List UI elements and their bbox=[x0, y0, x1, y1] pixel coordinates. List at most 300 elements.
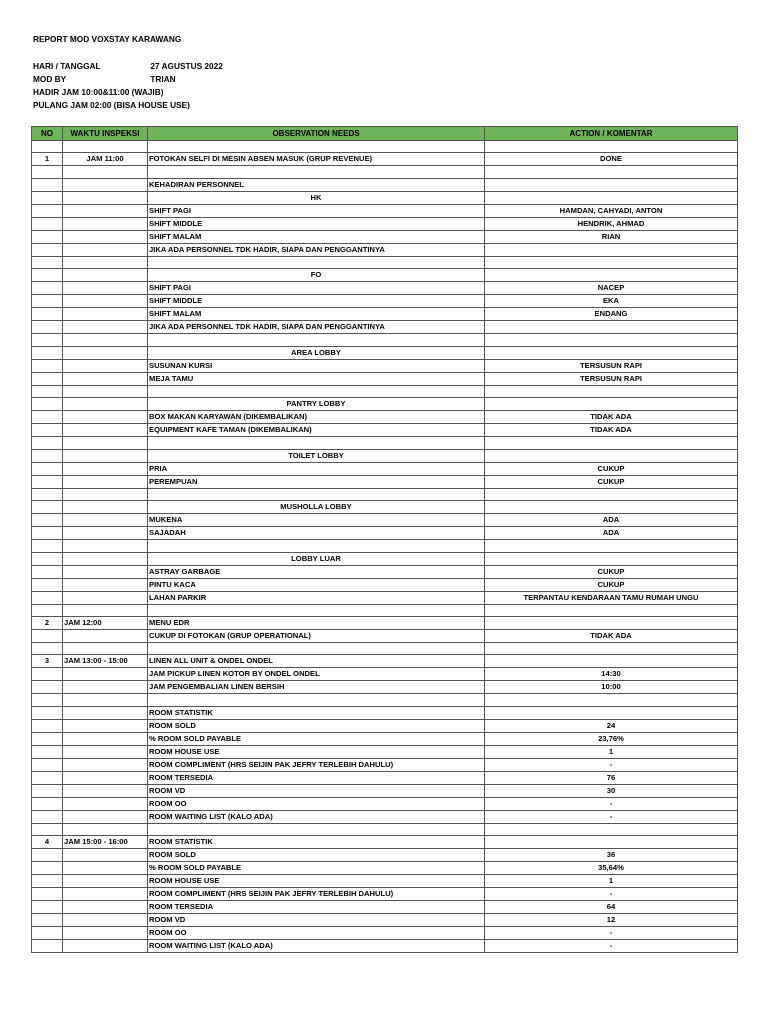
cell-waktu bbox=[63, 681, 148, 694]
cell-no bbox=[32, 565, 63, 578]
cell-no bbox=[32, 385, 63, 397]
cell-no: 3 bbox=[32, 655, 63, 668]
cell-observation: ROOM STATISTIK bbox=[148, 836, 485, 849]
cell-waktu bbox=[63, 398, 148, 411]
cell-observation: ROOM WAITING LIST (KALO ADA) bbox=[148, 940, 485, 953]
cell-action bbox=[485, 141, 738, 153]
cell-waktu: JAM 15:00 - 16:00 bbox=[63, 836, 148, 849]
cell-no bbox=[32, 862, 63, 875]
table-row bbox=[32, 797, 738, 810]
cell-waktu bbox=[63, 527, 148, 540]
table-row bbox=[32, 449, 738, 462]
cell-observation: SHIFT MIDDLE bbox=[148, 217, 485, 230]
cell-action: CUKUP bbox=[485, 578, 738, 591]
cell-waktu bbox=[63, 771, 148, 784]
table-row bbox=[32, 823, 738, 835]
header-waktu-inspeksi: WAKTU INSPEKSI bbox=[63, 127, 148, 141]
cell-observation: MENU EDR bbox=[148, 616, 485, 629]
cell-waktu bbox=[63, 191, 148, 204]
cell-waktu bbox=[63, 719, 148, 732]
cell-waktu bbox=[63, 424, 148, 437]
table-row bbox=[32, 230, 738, 243]
cell-action: 12 bbox=[485, 914, 738, 927]
cell-observation: LOBBY LUAR bbox=[148, 552, 485, 565]
cell-observation: PINTU KACA bbox=[148, 578, 485, 591]
cell-no bbox=[32, 475, 63, 488]
table-row bbox=[32, 940, 738, 953]
cell-no bbox=[32, 784, 63, 797]
cell-waktu bbox=[63, 810, 148, 823]
table-row bbox=[32, 629, 738, 642]
cell-action bbox=[485, 604, 738, 616]
table-row bbox=[32, 424, 738, 437]
cell-action bbox=[485, 346, 738, 359]
cell-no bbox=[32, 282, 63, 295]
mod-report-table bbox=[31, 126, 738, 953]
report-title: REPORT MOD VOXSTAY KARAWANG bbox=[33, 34, 182, 44]
cell-action: CUKUP bbox=[485, 475, 738, 488]
table-row bbox=[32, 372, 738, 385]
cell-waktu bbox=[63, 346, 148, 359]
cell-action bbox=[485, 706, 738, 719]
cell-no bbox=[32, 694, 63, 706]
cell-waktu bbox=[63, 282, 148, 295]
cell-observation: ROOM HOUSE USE bbox=[148, 745, 485, 758]
table-row bbox=[32, 604, 738, 616]
cell-observation: ROOM SOLD bbox=[148, 849, 485, 862]
table-row bbox=[32, 411, 738, 424]
cell-waktu bbox=[63, 901, 148, 914]
meta-row-mod bbox=[33, 74, 176, 84]
cell-action bbox=[485, 823, 738, 835]
cell-observation: PRIA bbox=[148, 462, 485, 475]
table-row bbox=[32, 578, 738, 591]
cell-no bbox=[32, 334, 63, 346]
table-row bbox=[32, 914, 738, 927]
cell-observation: SUSUNAN KURSI bbox=[148, 359, 485, 372]
cell-waktu bbox=[63, 308, 148, 321]
cell-no bbox=[32, 578, 63, 591]
cell-observation: EQUIPMENT KAFE TAMAN (DIKEMBALIKAN) bbox=[148, 424, 485, 437]
cell-observation: SAJADAH bbox=[148, 527, 485, 540]
cell-waktu bbox=[63, 462, 148, 475]
cell-action: TERSUSUN RAPI bbox=[485, 359, 738, 372]
cell-action: 1 bbox=[485, 875, 738, 888]
table-row bbox=[32, 771, 738, 784]
table-row bbox=[32, 927, 738, 940]
cell-action bbox=[485, 437, 738, 449]
cell-observation: SHIFT MALAM bbox=[148, 230, 485, 243]
cell-observation: SHIFT MALAM bbox=[148, 308, 485, 321]
cell-action bbox=[485, 488, 738, 500]
cell-action: TERPANTAU KENDARAAN TAMU RUMAH UNGU bbox=[485, 591, 738, 604]
cell-waktu bbox=[63, 914, 148, 927]
cell-no bbox=[32, 823, 63, 835]
cell-waktu bbox=[63, 501, 148, 514]
cell-no bbox=[32, 642, 63, 654]
cell-no bbox=[32, 424, 63, 437]
table-row bbox=[32, 540, 738, 552]
cell-observation: JAM PICKUP LINEN KOTOR BY ONDEL ONDEL bbox=[148, 668, 485, 681]
cell-waktu bbox=[63, 565, 148, 578]
cell-waktu bbox=[63, 269, 148, 282]
table-row bbox=[32, 565, 738, 578]
cell-waktu: JAM 11:00 bbox=[63, 153, 148, 166]
cell-observation: KEHADIRAN PERSONNEL bbox=[148, 178, 485, 191]
note-checkout: PULANG JAM 02:00 (BISA HOUSE USE) bbox=[33, 100, 190, 110]
table-row bbox=[32, 269, 738, 282]
cell-action bbox=[485, 269, 738, 282]
table-row bbox=[32, 875, 738, 888]
cell-observation: CUKUP DI FOTOKAN (GRUP OPERATIONAL) bbox=[148, 629, 485, 642]
cell-observation bbox=[148, 823, 485, 835]
cell-no bbox=[32, 488, 63, 500]
header-observation-needs: OBSERVATION NEEDS bbox=[148, 127, 485, 141]
cell-observation: MEJA TAMU bbox=[148, 372, 485, 385]
cell-observation bbox=[148, 256, 485, 268]
cell-no bbox=[32, 359, 63, 372]
cell-no bbox=[32, 940, 63, 953]
cell-action: DONE bbox=[485, 153, 738, 166]
table-row bbox=[32, 888, 738, 901]
cell-observation: TOILET LOBBY bbox=[148, 449, 485, 462]
cell-no bbox=[32, 256, 63, 268]
cell-no bbox=[32, 927, 63, 940]
table-row bbox=[32, 642, 738, 654]
cell-action: - bbox=[485, 810, 738, 823]
cell-waktu bbox=[63, 166, 148, 178]
cell-observation bbox=[148, 694, 485, 706]
table-header-row bbox=[32, 127, 738, 141]
cell-waktu bbox=[63, 204, 148, 217]
cell-action: CUKUP bbox=[485, 462, 738, 475]
cell-action: TERSUSUN RAPI bbox=[485, 372, 738, 385]
cell-no bbox=[32, 514, 63, 527]
cell-observation bbox=[148, 334, 485, 346]
cell-no bbox=[32, 178, 63, 191]
cell-no bbox=[32, 914, 63, 927]
cell-observation: JIKA ADA PERSONNEL TDK HADIR, SIAPA DAN PENGGANTINYA bbox=[148, 243, 485, 256]
cell-waktu bbox=[63, 745, 148, 758]
table-row bbox=[32, 256, 738, 268]
cell-observation bbox=[148, 385, 485, 397]
cell-waktu bbox=[63, 295, 148, 308]
cell-observation: JAM PENGEMBALIAN LINEN BERSIH bbox=[148, 681, 485, 694]
cell-action: 1 bbox=[485, 745, 738, 758]
cell-observation: ASTRAY GARBAGE bbox=[148, 565, 485, 578]
table-row bbox=[32, 334, 738, 346]
cell-no bbox=[32, 527, 63, 540]
cell-no bbox=[32, 552, 63, 565]
cell-waktu bbox=[63, 927, 148, 940]
cell-action bbox=[485, 836, 738, 849]
table-row bbox=[32, 591, 738, 604]
cell-observation bbox=[148, 642, 485, 654]
table-row bbox=[32, 204, 738, 217]
cell-observation: ROOM TERSEDIA bbox=[148, 771, 485, 784]
cell-action: 36 bbox=[485, 849, 738, 862]
table-row bbox=[32, 836, 738, 849]
cell-observation: ROOM TERSEDIA bbox=[148, 901, 485, 914]
cell-action: 64 bbox=[485, 901, 738, 914]
cell-action: ENDANG bbox=[485, 308, 738, 321]
cell-action: 10:00 bbox=[485, 681, 738, 694]
table-row bbox=[32, 552, 738, 565]
cell-waktu bbox=[63, 359, 148, 372]
cell-action: HENDRIK, AHMAD bbox=[485, 217, 738, 230]
cell-no bbox=[32, 758, 63, 771]
cell-no bbox=[32, 604, 63, 616]
meta-value-date: 27 AGUSTUS 2022 bbox=[150, 61, 223, 71]
table-row bbox=[32, 243, 738, 256]
table-row bbox=[32, 514, 738, 527]
cell-action bbox=[485, 449, 738, 462]
cell-action: 14:30 bbox=[485, 668, 738, 681]
cell-no bbox=[32, 629, 63, 642]
cell-observation: LINEN ALL UNIT & ONDEL ONDEL bbox=[148, 655, 485, 668]
cell-waktu bbox=[63, 141, 148, 153]
table-row bbox=[32, 849, 738, 862]
cell-action: CUKUP bbox=[485, 565, 738, 578]
cell-action: NACEP bbox=[485, 282, 738, 295]
table-row bbox=[32, 437, 738, 449]
table-row bbox=[32, 527, 738, 540]
cell-observation: % ROOM SOLD PAYABLE bbox=[148, 862, 485, 875]
cell-no bbox=[32, 243, 63, 256]
cell-no bbox=[32, 462, 63, 475]
cell-waktu bbox=[63, 940, 148, 953]
cell-waktu bbox=[63, 437, 148, 449]
table-row bbox=[32, 862, 738, 875]
cell-no bbox=[32, 501, 63, 514]
table-row bbox=[32, 745, 738, 758]
cell-waktu bbox=[63, 823, 148, 835]
cell-waktu bbox=[63, 217, 148, 230]
table-row bbox=[32, 385, 738, 397]
cell-no bbox=[32, 295, 63, 308]
cell-observation bbox=[148, 488, 485, 500]
cell-action bbox=[485, 321, 738, 334]
table-row bbox=[32, 758, 738, 771]
cell-waktu bbox=[63, 230, 148, 243]
cell-action: - bbox=[485, 797, 738, 810]
cell-no bbox=[32, 681, 63, 694]
cell-no bbox=[32, 745, 63, 758]
cell-no bbox=[32, 217, 63, 230]
cell-no bbox=[32, 230, 63, 243]
cell-action bbox=[485, 166, 738, 178]
table-row bbox=[32, 784, 738, 797]
table-row bbox=[32, 655, 738, 668]
table-row bbox=[32, 694, 738, 706]
cell-observation: ROOM VD bbox=[148, 784, 485, 797]
cell-action: TIDAK ADA bbox=[485, 629, 738, 642]
cell-no bbox=[32, 771, 63, 784]
cell-action: ADA bbox=[485, 527, 738, 540]
cell-no bbox=[32, 540, 63, 552]
cell-waktu: JAM 13:00 - 15:00 bbox=[63, 655, 148, 668]
cell-action: - bbox=[485, 927, 738, 940]
cell-waktu bbox=[63, 540, 148, 552]
cell-waktu bbox=[63, 758, 148, 771]
cell-observation: ROOM COMPLIMENT (HRS SEIJIN PAK JEFRY TERLEBIH DAHULU) bbox=[148, 888, 485, 901]
cell-observation bbox=[148, 141, 485, 153]
cell-observation: SHIFT MIDDLE bbox=[148, 295, 485, 308]
table-row bbox=[32, 321, 738, 334]
cell-waktu bbox=[63, 475, 148, 488]
meta-row-date bbox=[33, 61, 223, 71]
cell-observation bbox=[148, 604, 485, 616]
cell-action: ADA bbox=[485, 514, 738, 527]
cell-action bbox=[485, 501, 738, 514]
table-row bbox=[32, 359, 738, 372]
cell-no bbox=[32, 875, 63, 888]
cell-waktu: JAM 12:00 bbox=[63, 616, 148, 629]
cell-waktu bbox=[63, 449, 148, 462]
table-row bbox=[32, 732, 738, 745]
cell-observation: AREA LOBBY bbox=[148, 346, 485, 359]
cell-waktu bbox=[63, 604, 148, 616]
cell-no bbox=[32, 372, 63, 385]
cell-observation: FOTOKAN SELFI DI MESIN ABSEN MASUK (GRUP REVENUE) bbox=[148, 153, 485, 166]
cell-action: 30 bbox=[485, 784, 738, 797]
cell-action bbox=[485, 540, 738, 552]
cell-waktu bbox=[63, 256, 148, 268]
cell-observation bbox=[148, 437, 485, 449]
cell-no bbox=[32, 797, 63, 810]
cell-no bbox=[32, 449, 63, 462]
table-row bbox=[32, 398, 738, 411]
cell-observation: SHIFT PAGI bbox=[148, 204, 485, 217]
cell-no bbox=[32, 204, 63, 217]
cell-observation: ROOM HOUSE USE bbox=[148, 875, 485, 888]
cell-observation: ROOM OO bbox=[148, 927, 485, 940]
cell-observation: HK bbox=[148, 191, 485, 204]
cell-waktu bbox=[63, 514, 148, 527]
cell-action bbox=[485, 642, 738, 654]
meta-value-mod: TRIAN bbox=[150, 74, 176, 84]
table-row bbox=[32, 178, 738, 191]
cell-action: - bbox=[485, 940, 738, 953]
cell-observation: ROOM SOLD bbox=[148, 719, 485, 732]
table-row bbox=[32, 191, 738, 204]
cell-no bbox=[32, 346, 63, 359]
table-row bbox=[32, 719, 738, 732]
cell-no bbox=[32, 706, 63, 719]
cell-waktu bbox=[63, 334, 148, 346]
cell-waktu bbox=[63, 849, 148, 862]
cell-waktu bbox=[63, 243, 148, 256]
table-row bbox=[32, 810, 738, 823]
cell-action bbox=[485, 398, 738, 411]
cell-no bbox=[32, 269, 63, 282]
cell-waktu bbox=[63, 411, 148, 424]
header-no: NO bbox=[32, 127, 63, 141]
cell-no bbox=[32, 437, 63, 449]
cell-no: 4 bbox=[32, 836, 63, 849]
cell-waktu bbox=[63, 385, 148, 397]
cell-action: 24 bbox=[485, 719, 738, 732]
table-row bbox=[32, 616, 738, 629]
cell-action bbox=[485, 256, 738, 268]
table-row bbox=[32, 488, 738, 500]
cell-waktu bbox=[63, 642, 148, 654]
cell-waktu bbox=[63, 552, 148, 565]
cell-observation: ROOM OO bbox=[148, 797, 485, 810]
cell-action: HAMDAN, CAHYADI, ANTON bbox=[485, 204, 738, 217]
cell-waktu bbox=[63, 488, 148, 500]
cell-no bbox=[32, 591, 63, 604]
table-row bbox=[32, 668, 738, 681]
cell-waktu bbox=[63, 372, 148, 385]
table-row bbox=[32, 282, 738, 295]
cell-action: EKA bbox=[485, 295, 738, 308]
cell-action: 35,64% bbox=[485, 862, 738, 875]
cell-no bbox=[32, 411, 63, 424]
table-row bbox=[32, 901, 738, 914]
cell-waktu bbox=[63, 578, 148, 591]
cell-waktu bbox=[63, 668, 148, 681]
cell-waktu bbox=[63, 694, 148, 706]
cell-no bbox=[32, 668, 63, 681]
cell-waktu bbox=[63, 875, 148, 888]
cell-observation: ROOM WAITING LIST (KALO ADA) bbox=[148, 810, 485, 823]
cell-no bbox=[32, 308, 63, 321]
meta-label-mod: MOD BY bbox=[33, 74, 67, 84]
cell-action bbox=[485, 694, 738, 706]
table-row bbox=[32, 141, 738, 153]
cell-action: TIDAK ADA bbox=[485, 424, 738, 437]
cell-no bbox=[32, 719, 63, 732]
table-row bbox=[32, 681, 738, 694]
cell-observation: PEREMPUAN bbox=[148, 475, 485, 488]
cell-waktu bbox=[63, 321, 148, 334]
cell-no bbox=[32, 810, 63, 823]
cell-no bbox=[32, 191, 63, 204]
table-row bbox=[32, 166, 738, 178]
cell-no bbox=[32, 732, 63, 745]
table-row bbox=[32, 475, 738, 488]
cell-no bbox=[32, 166, 63, 178]
cell-waktu bbox=[63, 629, 148, 642]
cell-observation bbox=[148, 166, 485, 178]
cell-no: 2 bbox=[32, 616, 63, 629]
cell-no bbox=[32, 901, 63, 914]
cell-action bbox=[485, 243, 738, 256]
cell-no: 1 bbox=[32, 153, 63, 166]
table-row bbox=[32, 308, 738, 321]
cell-waktu bbox=[63, 178, 148, 191]
cell-action bbox=[485, 385, 738, 397]
table-row bbox=[32, 295, 738, 308]
cell-action bbox=[485, 616, 738, 629]
cell-observation: ROOM VD bbox=[148, 914, 485, 927]
cell-no bbox=[32, 888, 63, 901]
cell-action bbox=[485, 552, 738, 565]
cell-action: RIAN bbox=[485, 230, 738, 243]
cell-observation: MUSHOLLA LOBBY bbox=[148, 501, 485, 514]
cell-observation: FO bbox=[148, 269, 485, 282]
header-action-komentar: ACTION / KOMENTAR bbox=[485, 127, 738, 141]
cell-action: - bbox=[485, 888, 738, 901]
cell-waktu bbox=[63, 706, 148, 719]
cell-waktu bbox=[63, 888, 148, 901]
cell-observation: JIKA ADA PERSONNEL TDK HADIR, SIAPA DAN PENGGANTINYA bbox=[148, 321, 485, 334]
table-row bbox=[32, 501, 738, 514]
table-row bbox=[32, 706, 738, 719]
cell-observation: % ROOM SOLD PAYABLE bbox=[148, 732, 485, 745]
note-attendance: HADIR JAM 10:00&11:00 (WAJIB) bbox=[33, 87, 164, 97]
